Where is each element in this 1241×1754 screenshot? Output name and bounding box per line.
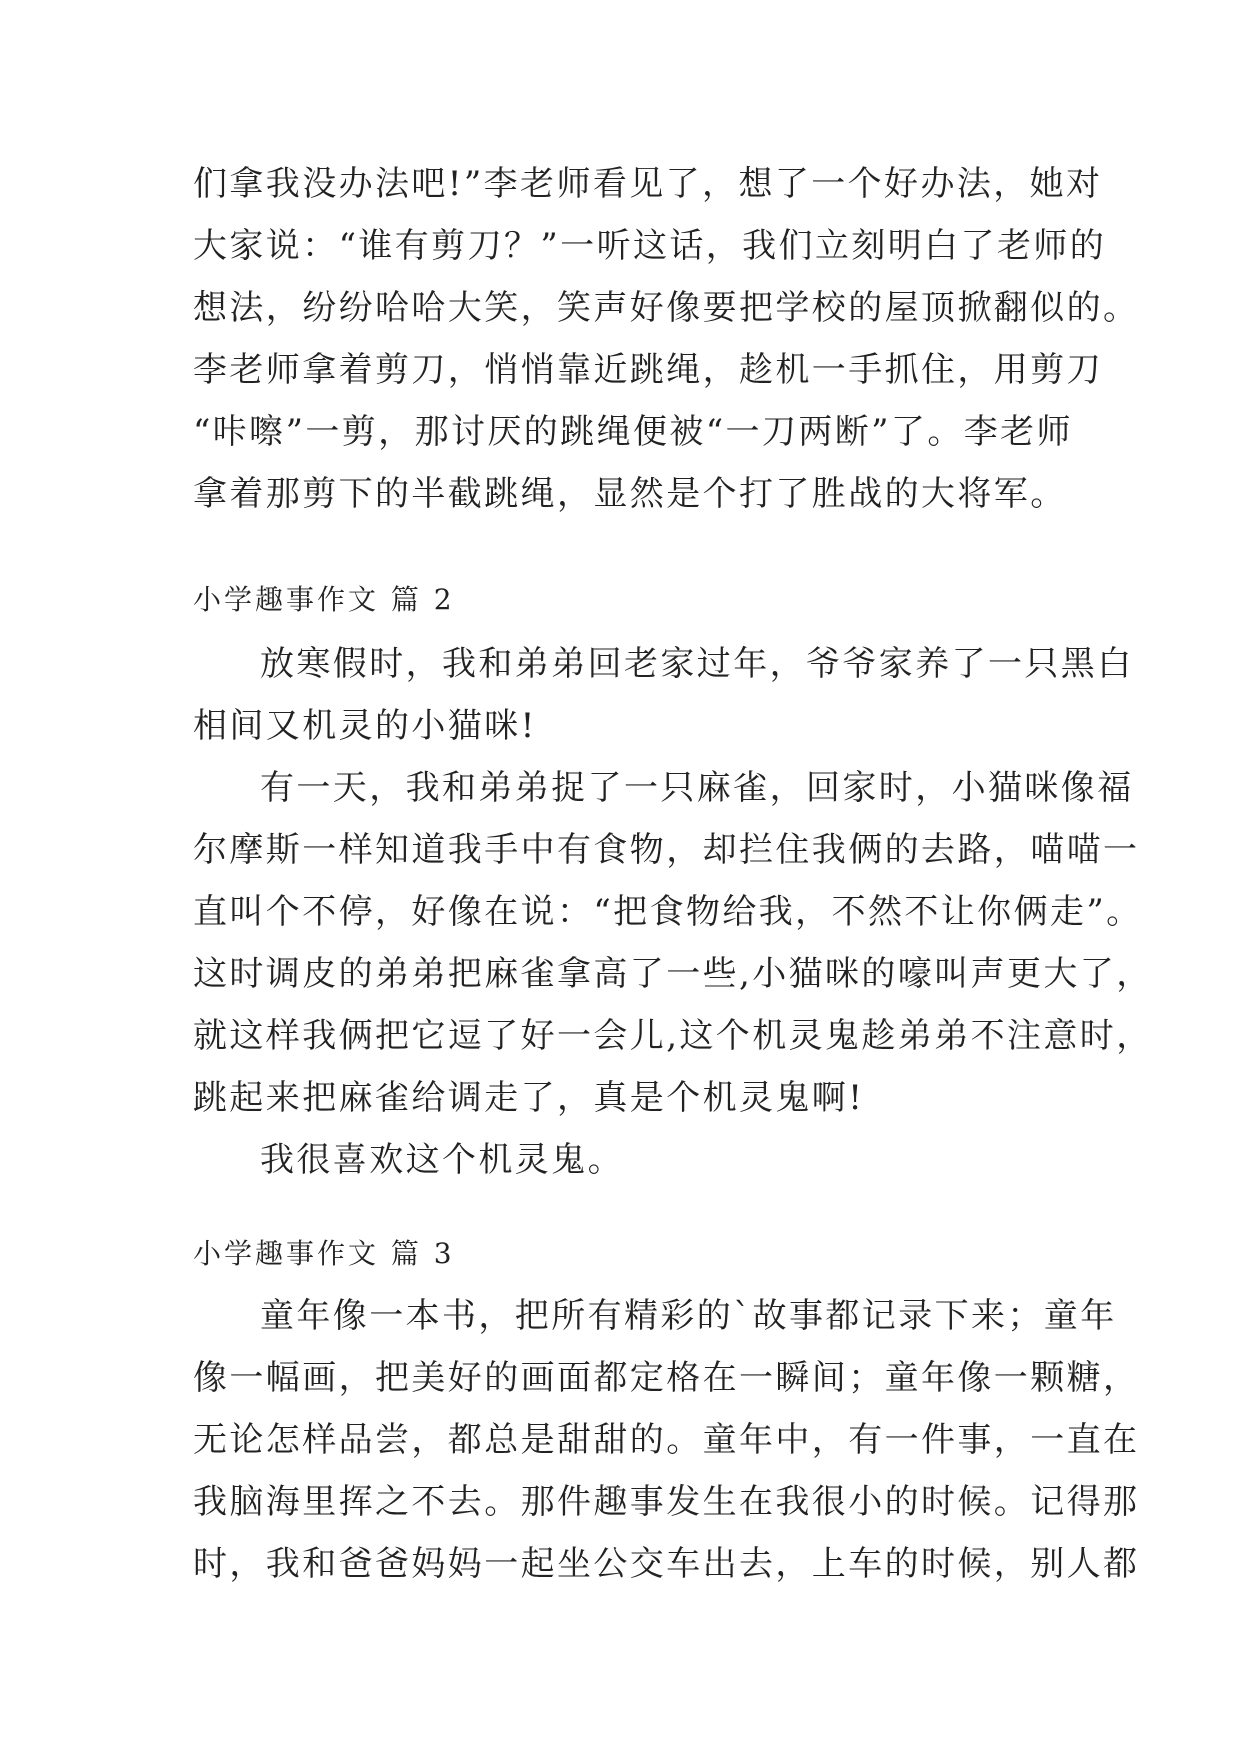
- paragraph-line: 跳起来把麻雀给调走了，真是个机灵鬼啊!: [193, 1078, 865, 1118]
- paragraph-line: 李老师拿着剪刀，悄悄靠近跳绳，趁机一手抓住，用剪刀: [193, 350, 1103, 390]
- paragraph-line: 相间又机灵的小猫咪!: [193, 706, 537, 746]
- paragraph-line: 有一天，我和弟弟捉了一只麻雀，回家时，小猫咪像福: [260, 768, 1134, 808]
- paragraph-line: 直叫个不停，好像在说：“把食物给我，不然不让你俩走”。: [193, 892, 1143, 932]
- paragraph-line: 尔摩斯一样知道我手中有食物，却拦住我俩的去路，喵喵一: [193, 830, 1140, 870]
- paragraph-line: “咔嚓”一剪，那讨厌的跳绳便被“一刀两断”了。李老师: [193, 412, 1073, 452]
- paragraph-line: 想法，纷纷哈哈大笑，笑声好像要把学校的屋顶掀翻似的。: [193, 288, 1140, 328]
- paragraph-line: 我脑海里挥之不去。那件趣事发生在我很小的时候。记得那: [193, 1482, 1140, 1522]
- paragraph-line: 这时调皮的弟弟把麻雀拿高了一些,小猫咪的嚎叫声更大了，: [193, 954, 1153, 994]
- paragraph-line: 像一幅画，把美好的画面都定格在一瞬间；童年像一颗糖，: [193, 1358, 1140, 1398]
- paragraph-line: 我很喜欢这个机灵鬼。: [260, 1140, 624, 1180]
- paragraph-line: 无论怎样品尝，都总是甜甜的。童年中，有一件事，一直在: [193, 1420, 1140, 1460]
- paragraph-line: 童年像一本书，把所有精彩的`故事都记录下来；童年: [260, 1296, 1117, 1336]
- paragraph-line: 就这样我俩把它逗了好一会儿,这个机灵鬼趁弟弟不注意时，: [193, 1016, 1153, 1056]
- paragraph-line: 放寒假时，我和弟弟回老家过年，爷爷家养了一只黑白: [260, 644, 1134, 684]
- section-heading: 小学趣事作文 篇 3: [193, 1237, 455, 1270]
- paragraph-line: 时，我和爸爸妈妈一起坐公交车出去，上车的时候，别人都: [193, 1544, 1140, 1584]
- paragraph-line: 大家说：“谁有剪刀？”一听这话，我们立刻明白了老师的: [193, 226, 1107, 266]
- section-heading: 小学趣事作文 篇 2: [193, 583, 455, 616]
- paragraph-line: 们拿我没办法吧!”李老师看见了，想了一个好办法，她对: [193, 164, 1103, 204]
- paragraph-line: 拿着那剪下的半截跳绳，显然是个打了胜战的大将军。: [193, 474, 1067, 514]
